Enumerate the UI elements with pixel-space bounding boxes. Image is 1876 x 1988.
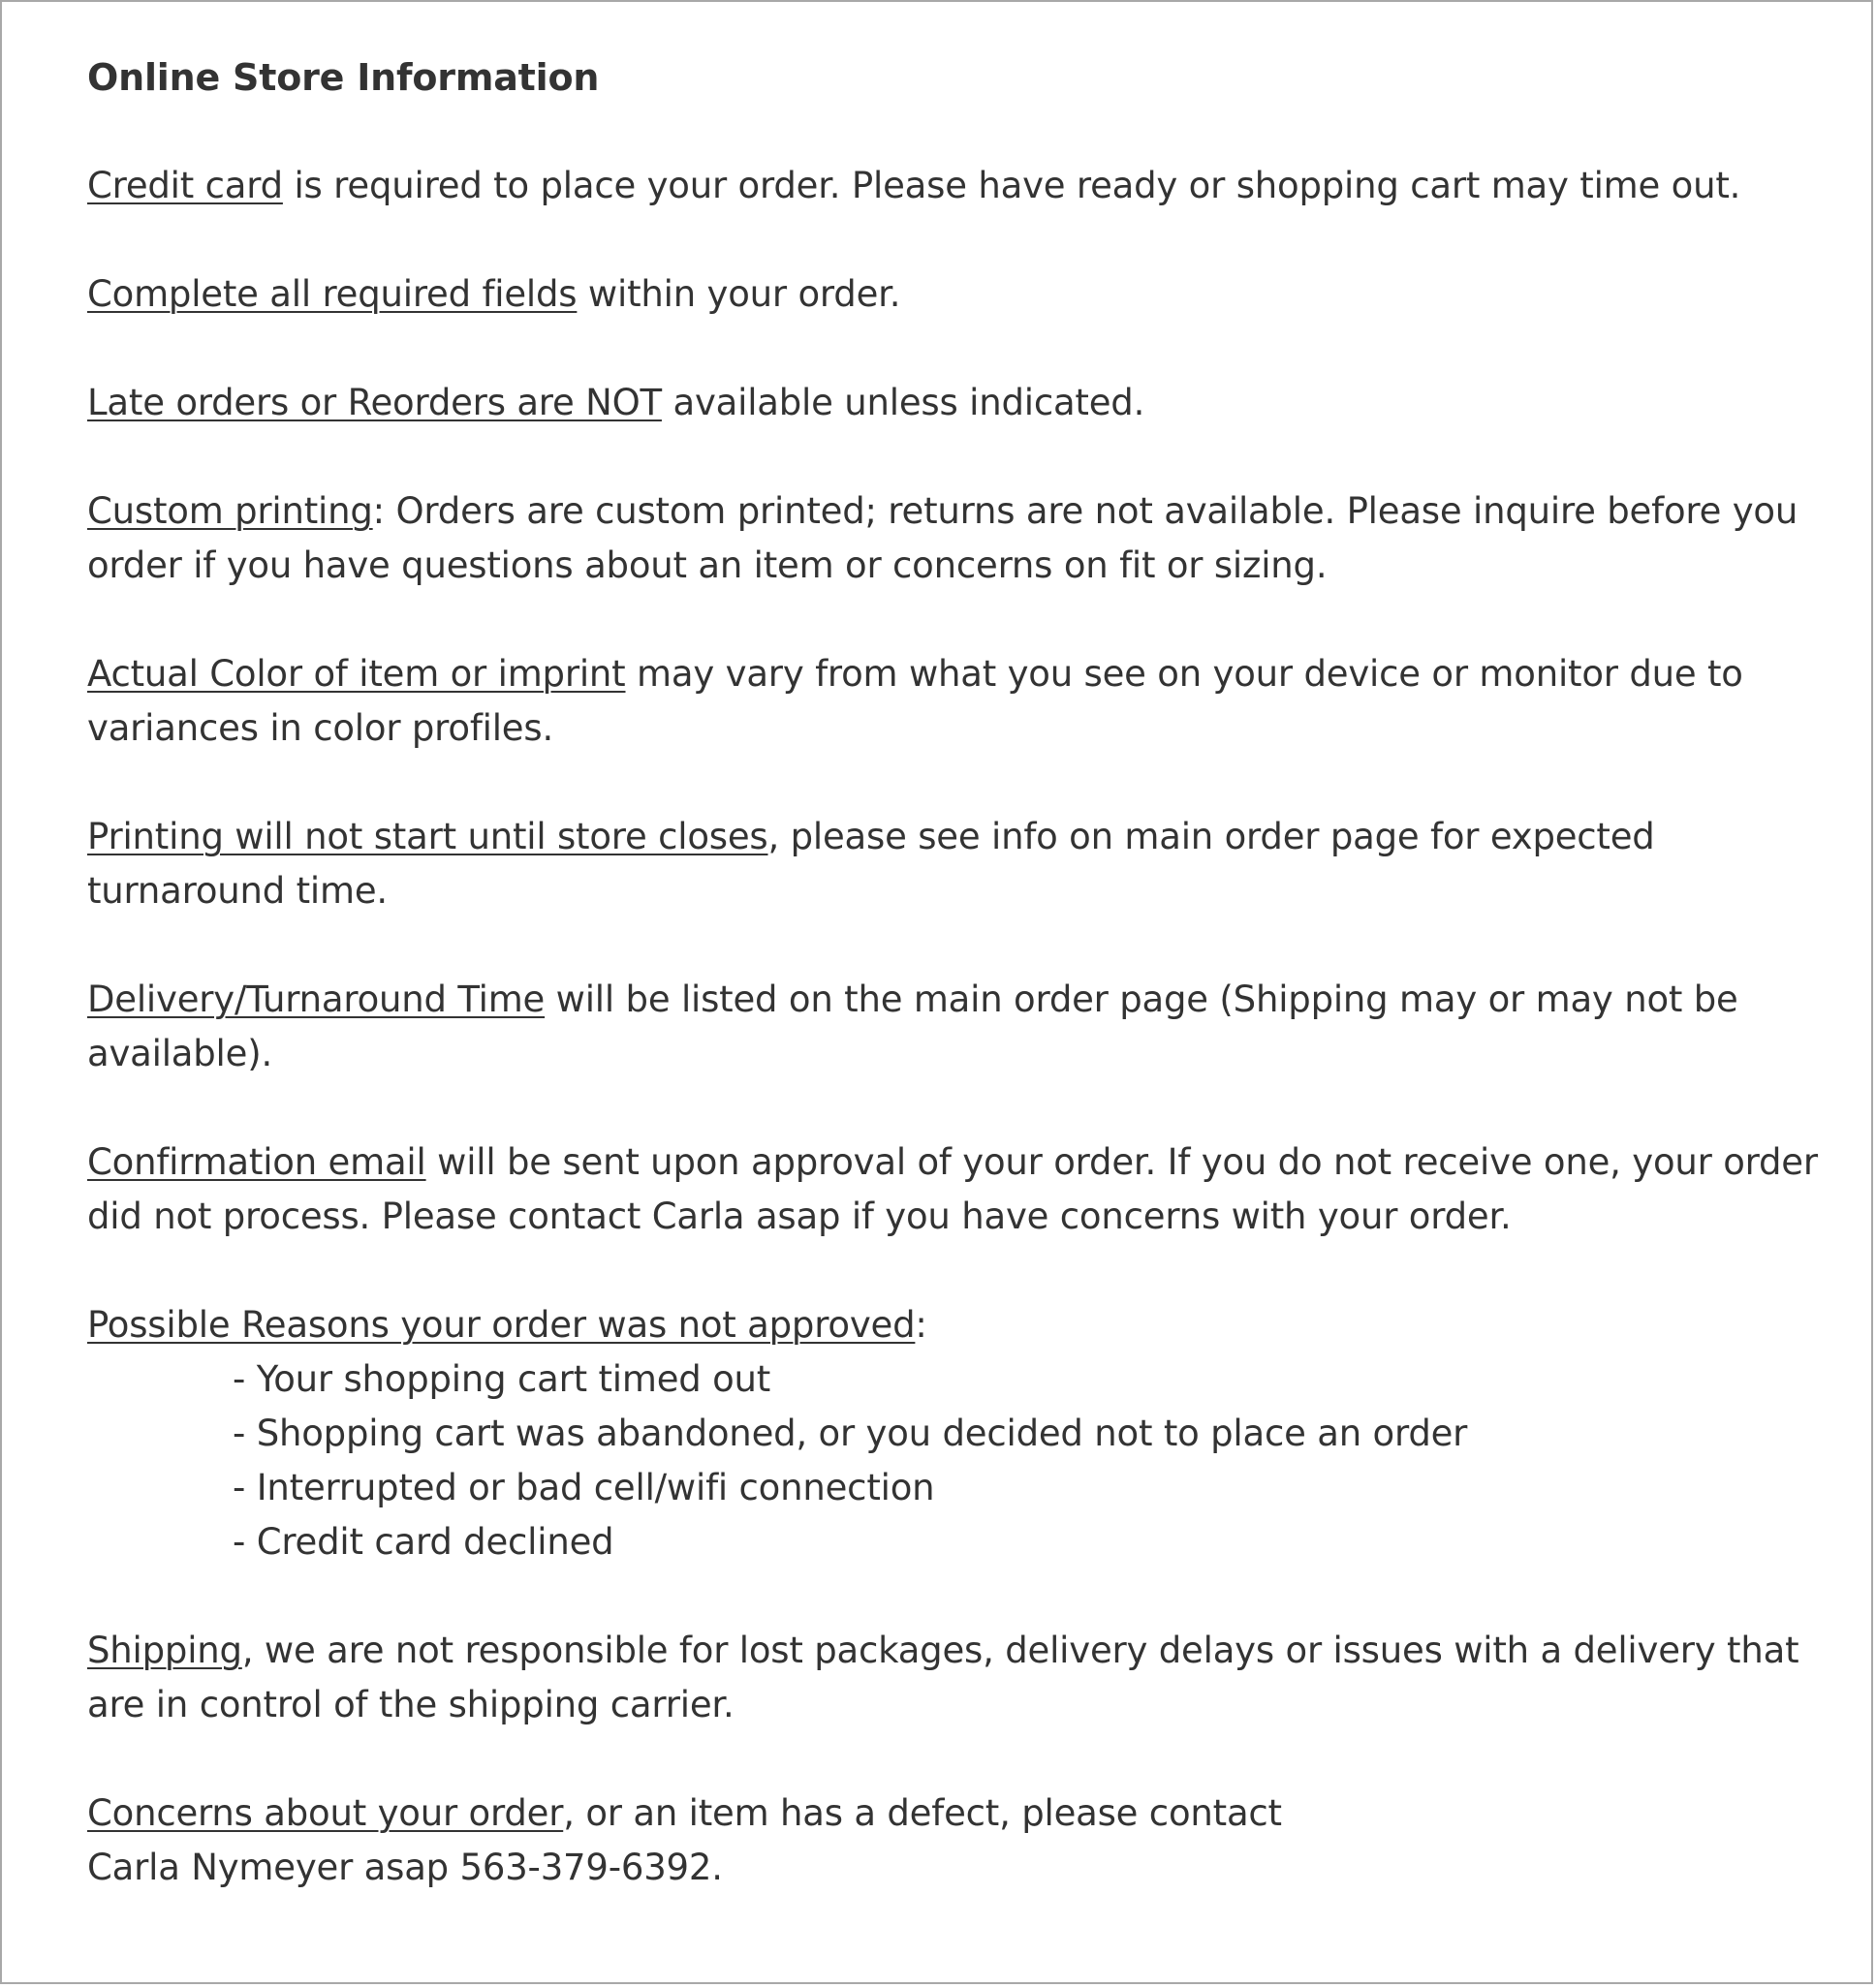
list-item: - Your shopping cart timed out (233, 1358, 771, 1400)
reasons-heading: Possible Reasons your order was not approved (87, 1304, 916, 1346)
credit-card-heading: Credit card (87, 165, 283, 206)
confirmation-heading: Confirmation email (87, 1141, 426, 1183)
reasons-text: : (915, 1304, 927, 1346)
required-fields-heading: Complete all required fields (87, 273, 578, 315)
custom-printing-text: : Orders are custom printed; returns are not available. Please inquire before you order if you have questions about an item or concerns on fit or sizing. (87, 490, 1798, 586)
reasons-section (87, 1298, 1841, 1569)
late-orders-heading: Late orders or Reorders are NOT (87, 382, 662, 423)
required-fields-paragraph (87, 267, 1841, 322)
shipping-heading: Shipping (87, 1630, 242, 1671)
shipping-paragraph (87, 1624, 1841, 1732)
delivery-heading: Delivery/Turnaround Time (87, 978, 546, 1020)
concerns-line (87, 1786, 1841, 1841)
required-fields-text: within your order. (577, 273, 901, 315)
printing-start-text: , please see info on main order page for expected turnaround time. (87, 816, 1655, 912)
contact-line: Carla Nymeyer asap 563-379-6392. (87, 1847, 723, 1888)
document-content (87, 50, 1841, 1895)
late-orders-text: available unless indicated. (661, 382, 1145, 423)
reasons-paragraph (87, 1298, 1841, 1352)
printing-start-paragraph (87, 810, 1841, 918)
custom-printing-paragraph (87, 484, 1841, 593)
confirmation-paragraph (87, 1135, 1841, 1244)
actual-color-text: may vary from what you see on your device or monitor due to variances in color profiles. (87, 653, 1743, 749)
actual-color-heading: Actual Color of item or imprint (87, 653, 626, 695)
credit-card-text: is required to place your order. Please have ready or shopping cart may time out. (282, 165, 1741, 206)
concerns-paragraph (87, 1786, 1841, 1895)
credit-card-paragraph (87, 159, 1841, 213)
concerns-text: , or an item has a defect, please contact (563, 1792, 1282, 1834)
list-item: - Interrupted or bad cell/wifi connection (233, 1467, 935, 1508)
delivery-text: will be listed on the main order page (Shipping may or may not be available). (87, 978, 1738, 1074)
delivery-paragraph (87, 973, 1841, 1081)
concerns-heading: Concerns about your order (87, 1792, 564, 1834)
custom-printing-heading: Custom printing (87, 490, 373, 532)
confirmation-text: will be sent upon approval of your order. If you do not receive one, your order did not process. Please contact Carla asap if you have concerns with your order. (87, 1141, 1818, 1237)
list-item: - Credit card declined (233, 1521, 614, 1563)
actual-color-paragraph (87, 647, 1841, 756)
page-title: Online Store Information (87, 56, 600, 99)
shipping-text: , we are not responsible for lost packages, delivery delays or issues with a delivery that are in control of the shipping carrier. (87, 1630, 1799, 1725)
list-item: - Shopping cart was abandoned, or you decided not to place an order (233, 1413, 1468, 1454)
printing-start-heading: Printing will not start until store closes (87, 816, 768, 857)
late-orders-paragraph (87, 376, 1841, 430)
